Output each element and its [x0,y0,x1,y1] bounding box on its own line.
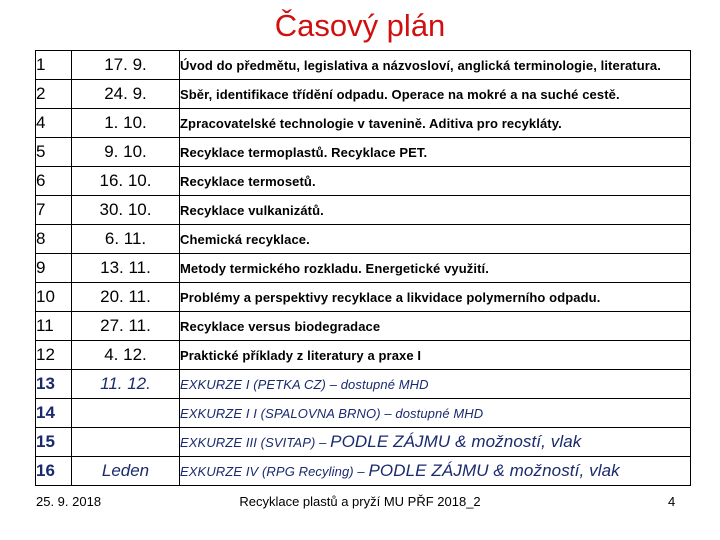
table-row [36,225,691,254]
excursion-label: EXKURZE I I (SPALOVNA BRNO) – dostupné MHD [180,406,484,421]
table-row [36,341,691,370]
lecture-number: 4 [36,109,72,138]
excursion-row [36,370,691,399]
lecture-date: 17. 9. [72,51,180,80]
excursion-number: 16 [36,457,72,486]
table-row [36,283,691,312]
lecture-number: 5 [36,138,72,167]
excursion-date: Leden [72,457,180,486]
table-row [36,51,691,80]
lecture-number: 6 [36,167,72,196]
lecture-topic: Metody termického rozkladu. Energetické využití. [180,254,691,283]
page-number: 4 [668,494,676,509]
lecture-number: 2 [36,80,72,109]
lecture-number: 9 [36,254,72,283]
table-row [36,80,691,109]
excursion-topic [180,457,691,486]
table-row [36,138,691,167]
lecture-date: 16. 10. [72,167,180,196]
lecture-topic: Recyklace termoplastů. Recyklace PET. [180,138,691,167]
excursion-label: EXKURZE I (PETKA CZ) – dostupné MHD [180,377,429,392]
lecture-date: 27. 11. [72,312,180,341]
lecture-date: 4. 12. [72,341,180,370]
lecture-topic: Úvod do předmětu, legislativa a názvosloví, anglická terminologie, literatura. [180,51,691,80]
schedule-table [35,50,691,486]
excursion-row [36,428,691,457]
excursion-number: 13 [36,370,72,399]
table-row [36,254,691,283]
lecture-topic: Chemická recyklace. [180,225,691,254]
footer-course-title: Recyklace plastů a pryží MU PŘF 2018_2 [239,494,481,509]
excursion-number: 14 [36,399,72,428]
table-row [36,312,691,341]
excursion-note: PODLE ZÁJMU & možností, vlak [368,461,620,480]
table-row [36,109,691,138]
excursion-topic [180,428,691,457]
lecture-date: 13. 11. [72,254,180,283]
lecture-number: 12 [36,341,72,370]
lecture-topic: Zpracovatelské technologie v tavenině. Aditiva pro recykláty. [180,109,691,138]
lecture-topic: Recyklace versus biodegradace [180,312,691,341]
lecture-date: 30. 10. [72,196,180,225]
lecture-topic: Sběr, identifikace třídění odpadu. Operace na mokré a na suché cestě. [180,80,691,109]
lecture-date: 20. 11. [72,283,180,312]
footer-date: 25. 9. 2018 [36,494,102,509]
excursion-topic [180,399,691,428]
excursion-date [72,399,180,428]
excursion-date: 11. 12. [72,370,180,399]
lecture-topic: Problémy a perspektivy recyklace a likvidace polymerního odpadu. [180,283,691,312]
table-row [36,167,691,196]
lecture-date: 9. 10. [72,138,180,167]
excursion-row [36,457,691,486]
table-row [36,196,691,225]
lecture-number: 10 [36,283,72,312]
excursion-row [36,399,691,428]
lecture-date: 6. 11. [72,225,180,254]
excursion-label: EXKURZE III (SVITAP) – [180,435,331,450]
excursion-topic [180,370,691,399]
lecture-number: 8 [36,225,72,254]
lecture-date: 1. 10. [72,109,180,138]
lecture-number: 7 [36,196,72,225]
lecture-topic: Praktické příklady z literatury a praxe I [180,341,691,370]
excursion-note: PODLE ZÁJMU & možností, vlak [330,432,582,451]
excursion-label: EXKURZE IV (RPG Recyling) – [180,464,369,479]
excursion-number: 15 [36,428,72,457]
lecture-number: 11 [36,312,72,341]
lecture-topic: Recyklace termosetů. [180,167,691,196]
lecture-topic: Recyklace vulkanizátů. [180,196,691,225]
lecture-date: 24. 9. [72,80,180,109]
slide-title: Časový plán [274,8,446,43]
excursion-date [72,428,180,457]
lecture-number: 1 [36,51,72,80]
